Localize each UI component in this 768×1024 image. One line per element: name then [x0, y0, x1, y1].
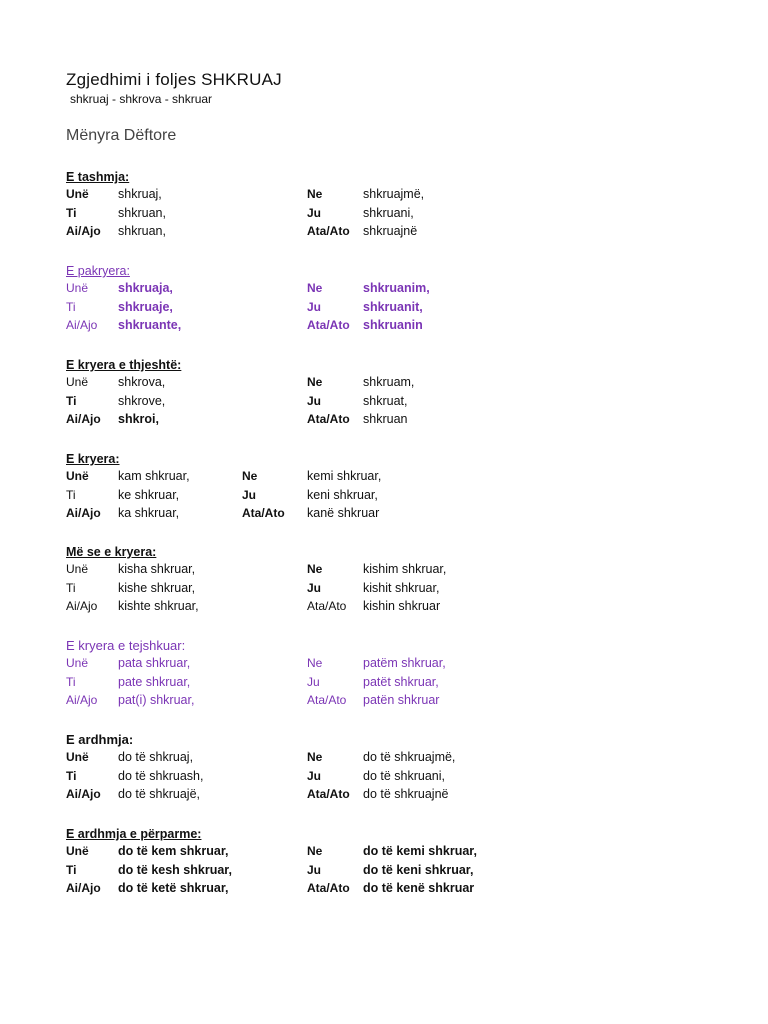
pronoun: Ju — [307, 768, 322, 783]
verb-form: do të kenë shkruar — [363, 881, 475, 896]
conjugation-row — [66, 281, 546, 300]
verb-form: patëm shkruar, — [363, 656, 446, 670]
verb-form: shkruajnë — [363, 224, 418, 239]
verb-form: do të kesh shkruar, — [118, 862, 232, 877]
pronoun: Ti — [66, 487, 76, 502]
verb-form: shkruajmë, — [363, 187, 425, 201]
pronoun: Ju — [242, 487, 257, 502]
tense-heading: E ardhmja e përparme: — [66, 827, 202, 841]
conjugation-row — [66, 300, 546, 319]
verb-form: do të shkruani, — [363, 768, 445, 783]
pronoun: Ti — [66, 393, 77, 408]
tense-pluperfect — [66, 543, 546, 618]
pronoun: Ata/Ato — [307, 881, 350, 896]
verb-form: do të shkruaj, — [118, 750, 194, 764]
verb-form: pata shkruar, — [118, 656, 191, 670]
conjugation-row — [66, 750, 546, 769]
verb-form: do të shkruajnë — [363, 787, 449, 802]
verb-form: shkruani, — [363, 205, 414, 220]
tense-present — [66, 168, 546, 243]
verb-form: shkrova, — [118, 375, 166, 389]
conjugation-row — [66, 394, 546, 413]
pronoun: Unë — [66, 750, 89, 764]
verb-form: kanë shkruar — [307, 506, 380, 521]
pronoun: Unë — [66, 562, 89, 576]
verb-form: do të shkruajë, — [118, 787, 200, 802]
verb-form: do të shkruajmë, — [363, 750, 456, 764]
conjugation-row — [66, 675, 546, 694]
pronoun: Ata/Ato — [307, 693, 347, 708]
tense-future-perfect — [66, 825, 546, 900]
verb-form: keni shkruar, — [307, 487, 378, 502]
principal-parts: shkruaj - shkrova - shkruar — [70, 92, 213, 106]
tense-present-perfect — [66, 450, 546, 525]
verb-form: shkruanin — [363, 318, 423, 333]
page-title: Zgjedhimi i foljes SHKRUAJ — [66, 70, 282, 89]
verb-form: shkruaj, — [118, 187, 162, 201]
pronoun: Ata/Ato — [307, 599, 347, 614]
pronoun: Ne — [307, 187, 323, 201]
verb-form: shkroi, — [118, 412, 159, 427]
verb-form: do të ketë shkruar, — [118, 881, 229, 896]
pronoun: Ai/Ajo — [66, 693, 98, 708]
tense-heading: E kryera e tejshkuar: — [66, 638, 186, 653]
pronoun: Ne — [307, 562, 323, 576]
pronoun: Ne — [307, 750, 323, 764]
pronoun: Ti — [66, 768, 77, 783]
pronoun: Ju — [307, 580, 322, 595]
conjugation-row — [66, 656, 546, 675]
conjugation-row — [66, 844, 546, 863]
conjugation-row — [66, 863, 546, 882]
conjugation-row — [66, 318, 546, 337]
tense-heading: E kryera: — [66, 452, 120, 466]
pronoun: Unë — [66, 469, 89, 483]
verb-form: shkruan, — [118, 205, 166, 220]
pronoun: Unë — [66, 187, 89, 201]
verb-form: shkruante, — [118, 318, 182, 333]
pronoun: Ju — [307, 862, 322, 877]
pronoun: Unë — [66, 656, 89, 670]
tense-heading: E pakryera: — [66, 264, 130, 278]
conjugation-row — [66, 581, 546, 600]
verb-form: do të shkruash, — [118, 768, 204, 783]
conjugation-row — [66, 562, 546, 581]
tense-past-anterior — [66, 637, 546, 712]
pronoun: Ne — [307, 656, 323, 670]
verb-form: shkruaja, — [118, 281, 173, 295]
conjugation-row — [66, 693, 546, 712]
pronoun: Ne — [307, 281, 323, 295]
pronoun: Ai/Ajo — [66, 787, 101, 802]
verb-form: shkruanim, — [363, 281, 430, 295]
pronoun: Ti — [66, 862, 77, 877]
pronoun: Ju — [307, 205, 322, 220]
pronoun: Ne — [242, 469, 258, 483]
conjugation-row — [66, 206, 546, 225]
verb-form: do të kem shkruar, — [118, 844, 229, 858]
verb-form: do të keni shkruar, — [363, 862, 474, 877]
tense-simple-past — [66, 356, 546, 431]
pronoun: Ai/Ajo — [66, 224, 101, 239]
tense-heading: E kryera e thjeshtë: — [66, 358, 182, 372]
mood-heading: Mënyra Dëftore — [66, 127, 177, 144]
pronoun: Ti — [66, 299, 76, 314]
verb-form: kishin shkruar — [363, 599, 441, 614]
verb-form: kishe shkruar, — [118, 580, 196, 595]
tense-heading: E tashmja: — [66, 170, 130, 184]
pronoun: Unë — [66, 844, 89, 858]
verb-form: shkruan, — [118, 224, 166, 239]
verb-form: kishim shkruar, — [363, 562, 447, 576]
verb-form: patët shkruar, — [363, 674, 439, 689]
conjugation-row — [66, 488, 546, 507]
verb-form: ka shkruar, — [118, 506, 180, 521]
pronoun: Ti — [66, 205, 77, 220]
pronoun: Ai/Ajo — [66, 881, 101, 896]
pronoun: Ju — [307, 674, 320, 689]
pronoun: Ti — [66, 674, 76, 689]
verb-form: pat(i) shkruar, — [118, 693, 195, 708]
tense-imperfect — [66, 262, 546, 337]
conjugation-row — [66, 506, 546, 525]
verb-form: shkruanit, — [363, 299, 423, 314]
verb-form: do të kemi shkruar, — [363, 844, 477, 858]
verb-form: shkruaje, — [118, 299, 173, 314]
conjugation-row — [66, 412, 546, 431]
pronoun: Ne — [307, 375, 323, 389]
pronoun: Ti — [66, 580, 76, 595]
verb-form: shkruan — [363, 412, 408, 427]
pronoun: Ata/Ato — [307, 412, 350, 427]
verb-form: shkruam, — [363, 375, 415, 389]
conjugation-row — [66, 469, 546, 488]
verb-form: kemi shkruar, — [307, 469, 382, 483]
verb-form: shkrove, — [118, 393, 166, 408]
conjugation-row — [66, 787, 546, 806]
tense-future — [66, 731, 546, 806]
verb-form: ke shkruar, — [118, 487, 180, 502]
pronoun: Ai/Ajo — [66, 318, 98, 333]
pronoun: Ata/Ato — [307, 318, 350, 333]
tense-heading: E ardhmja: — [66, 732, 134, 747]
pronoun: Ata/Ato — [307, 224, 350, 239]
verb-form: patën shkruar — [363, 693, 440, 708]
pronoun: Ai/Ajo — [66, 412, 101, 427]
conjugation-row — [66, 769, 546, 788]
pronoun: Ne — [307, 844, 323, 858]
verb-form: kisha shkruar, — [118, 562, 196, 576]
pronoun: Ai/Ajo — [66, 506, 101, 521]
pronoun: Ata/Ato — [307, 787, 350, 802]
pronoun: Ju — [307, 299, 322, 314]
conjugation-row — [66, 224, 546, 243]
pronoun: Ata/Ato — [242, 506, 285, 521]
verb-form: shkruat, — [363, 393, 408, 408]
pronoun: Ai/Ajo — [66, 599, 98, 614]
pronoun: Unë — [66, 281, 89, 295]
verb-form: pate shkruar, — [118, 674, 191, 689]
conjugation-row — [66, 375, 546, 394]
conjugation-row — [66, 187, 546, 206]
verb-form: kam shkruar, — [118, 469, 190, 483]
tense-heading: Më se e kryera: — [66, 545, 157, 559]
pronoun: Ju — [307, 393, 322, 408]
conjugation-row — [66, 881, 546, 900]
verb-form: kishte shkruar, — [118, 599, 199, 614]
verb-form: kishit shkruar, — [363, 580, 440, 595]
conjugation-row — [66, 599, 546, 618]
pronoun: Unë — [66, 375, 89, 389]
